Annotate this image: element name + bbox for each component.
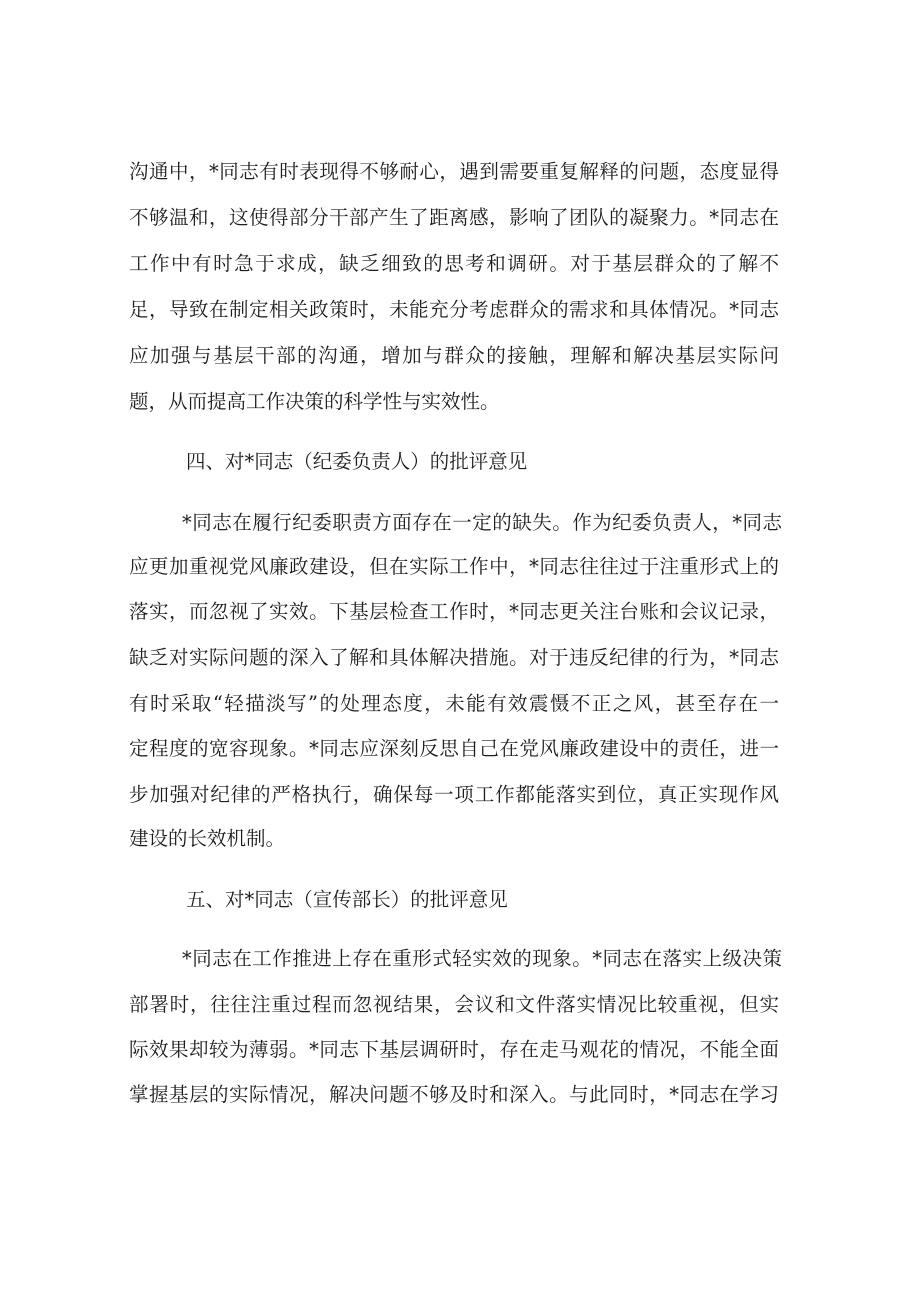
paragraph-line: 落实，而忽视了实效。下基层检查工作时，*同志更关注台账和会议记录， — [129, 600, 779, 623]
section-heading: 五、对*同志（宣传部长）的批评意见 — [186, 888, 508, 911]
paragraph-line: 不够温和，这使得部分干部产生了距离感，影响了团队的凝聚力。*同志在 — [129, 206, 779, 229]
paragraph-line: 缺乏对实际问题的深入了解和具体解决措施。对于违反纪律的行为，*同志 — [129, 646, 779, 669]
paragraph-line: *同志在工作推进上存在重形式轻实效的现象。*同志在落实上级决策 — [182, 947, 782, 970]
paragraph-line: *同志在履行纪委职责方面存在一定的缺失。作为纪委负责人，*同志 — [182, 511, 782, 534]
paragraph-line: 建设的长效机制。 — [129, 827, 286, 850]
paragraph-line: 应加强与基层干部的沟通，增加与群众的接触，理解和解决基层实际问 — [129, 344, 779, 367]
paragraph-line: 部署时，往往注重过程而忽视结果，会议和文件落实情况比较重视，但实 — [129, 993, 779, 1016]
paragraph-line: 工作中有时急于求成，缺乏细致的思考和调研。对于基层群众的了解不 — [129, 252, 779, 275]
paragraph-line: 沟通中，*同志有时表现得不够耐心，遇到需要重复解释的问题，态度显得 — [129, 160, 779, 183]
paragraph-line: 题，从而提高工作决策的科学性与实效性。 — [129, 390, 500, 413]
paragraph-line: 足，导致在制定相关政策时，未能充分考虑群众的需求和具体情况。*同志 — [129, 298, 779, 321]
paragraph-line: 步加强对纪律的严格执行，确保每一项工作都能落实到位，真正实现作风 — [129, 783, 779, 806]
paragraph-line: 应更加重视党风廉政建设，但在实际工作中，*同志往往过于注重形式上的 — [129, 555, 779, 578]
paragraph-line: 掌握基层的实际情况，解决问题不够及时和深入。与此同时，*同志在学习 — [129, 1083, 779, 1106]
paragraph-line: 有时采取“轻描淡写”的处理态度，未能有效震慑不正之风，甚至存在一 — [129, 692, 779, 715]
paragraph-line: 际效果却较为薄弱。*同志下基层调研时，存在走马观花的情况，不能全面 — [129, 1038, 779, 1061]
paragraph-line: 定程度的宽容现象。*同志应深刻反思自己在党风廉政建设中的责任，进一 — [129, 737, 779, 760]
section-heading: 四、对*同志（纪委负责人）的批评意见 — [186, 450, 528, 473]
